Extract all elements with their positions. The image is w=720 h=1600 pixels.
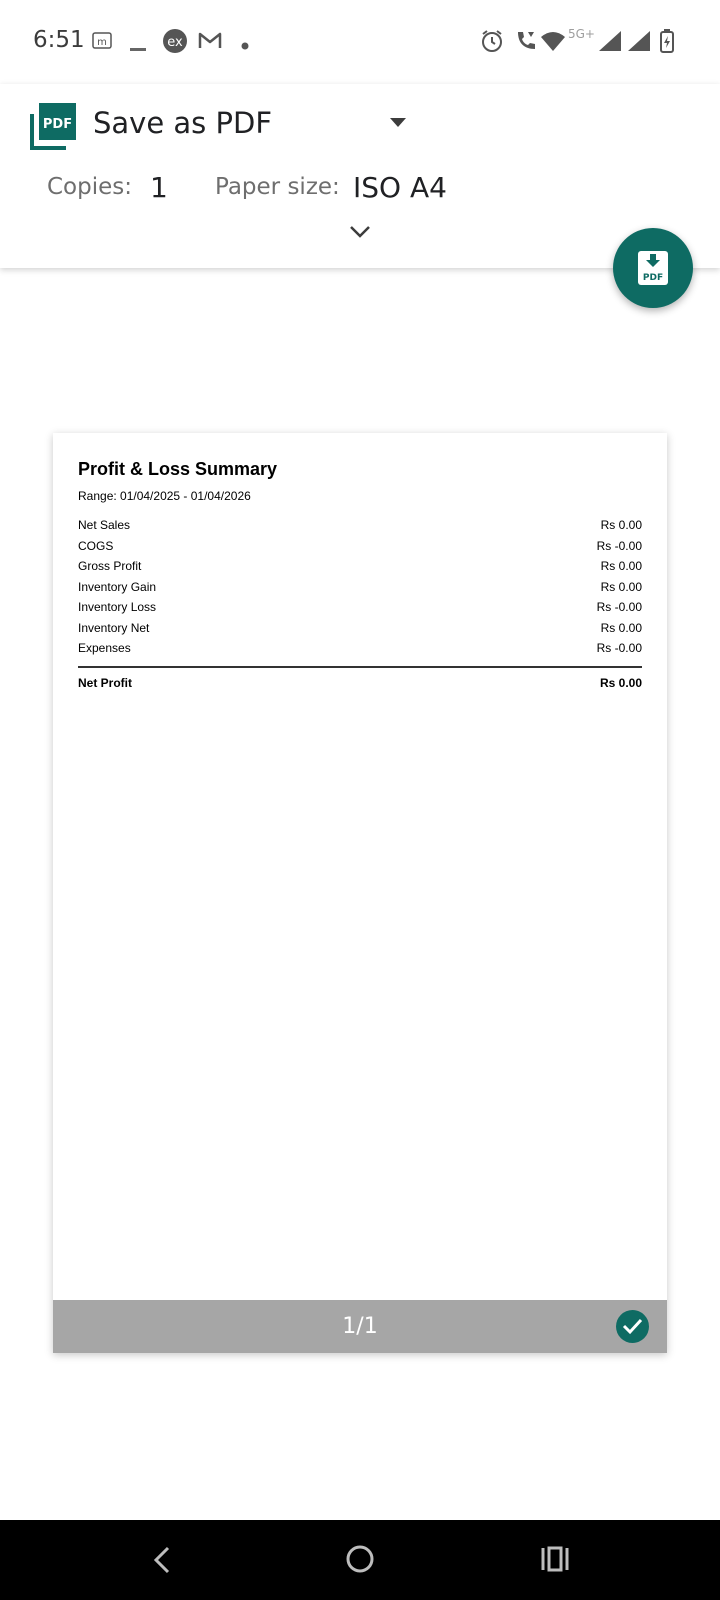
page-number: 1/1 (342, 1314, 378, 1339)
row-value: Rs -0.00 (596, 641, 642, 655)
row-label: COGS (78, 538, 114, 553)
row-label: Inventory Loss (78, 600, 157, 614)
net-profit-label: Net Profit (78, 676, 132, 690)
table-row (78, 638, 642, 659)
table-row (78, 556, 642, 577)
download-pdf-button[interactable] (613, 228, 693, 308)
navigation-bar (0, 1520, 720, 1600)
net-profit-row (78, 673, 642, 693)
svg-text:m: m (97, 37, 107, 48)
download-pdf-icon (637, 250, 669, 286)
signal-icon (627, 30, 651, 57)
dot-icon (241, 37, 249, 55)
page-select-checkbox[interactable] (616, 1310, 649, 1343)
dropdown-arrow-icon[interactable] (390, 118, 406, 127)
printer-selector[interactable]: Save as PDF (93, 106, 272, 140)
minus-icon (130, 39, 146, 57)
table-row (78, 515, 642, 536)
svg-text:PDF: PDF (642, 273, 664, 283)
network-type-label: 5G+ (568, 27, 595, 41)
row-label: Expenses (78, 641, 131, 655)
messages-icon (92, 32, 112, 55)
row-label: Net Sales (78, 518, 131, 532)
paper-size-label: Paper size: (215, 174, 340, 200)
pdf-printer-icon (30, 102, 78, 150)
row-value: Rs 0.00 (600, 518, 642, 532)
document-range: Range: 01/04/2025 - 01/04/2026 (78, 489, 251, 503)
alarm-icon (480, 29, 504, 58)
row-label: Inventory Gain (78, 579, 157, 594)
row-value: Rs -0.00 (596, 600, 642, 614)
wifi-calling-icon (514, 29, 538, 58)
home-icon[interactable] (345, 1544, 375, 1579)
wifi-icon (540, 30, 566, 57)
preview-page[interactable] (53, 433, 667, 1353)
page-footer (53, 1300, 667, 1353)
row-value: Rs 0.00 (600, 620, 642, 635)
document-title: Profit & Loss Summary (78, 459, 278, 479)
paper-size-selector[interactable]: ISO A4 (353, 171, 447, 204)
status-bar (0, 0, 720, 84)
total-divider (78, 666, 642, 668)
print-options-header (0, 84, 720, 268)
table-row (78, 618, 642, 639)
row-value: Rs -0.00 (596, 538, 642, 553)
copies-field[interactable]: 1 (150, 171, 168, 204)
svg-text:PDF: PDF (42, 117, 73, 132)
check-icon (622, 1317, 643, 1335)
print-preview-area (0, 268, 720, 1520)
signal-icon (598, 30, 622, 57)
row-label: Inventory Net (78, 620, 150, 635)
gmail-icon (198, 31, 222, 54)
row-label: Gross Profit (78, 559, 142, 573)
back-icon[interactable] (150, 1542, 174, 1583)
row-value: Rs 0.00 (600, 579, 642, 594)
table-row (78, 597, 642, 618)
ex-app-icon (163, 29, 187, 58)
copies-label: Copies: (47, 174, 133, 200)
summary-table (78, 515, 642, 659)
chevron-down-icon[interactable] (348, 224, 372, 240)
battery-charging-icon (660, 29, 674, 58)
svg-text:ex: ex (167, 35, 183, 50)
row-value: Rs 0.00 (600, 559, 642, 573)
recents-icon[interactable] (540, 1546, 570, 1577)
status-time: 6:51 (33, 27, 85, 53)
table-row (78, 577, 642, 598)
net-profit-value: Rs 0.00 (599, 676, 642, 690)
table-row (78, 536, 642, 557)
